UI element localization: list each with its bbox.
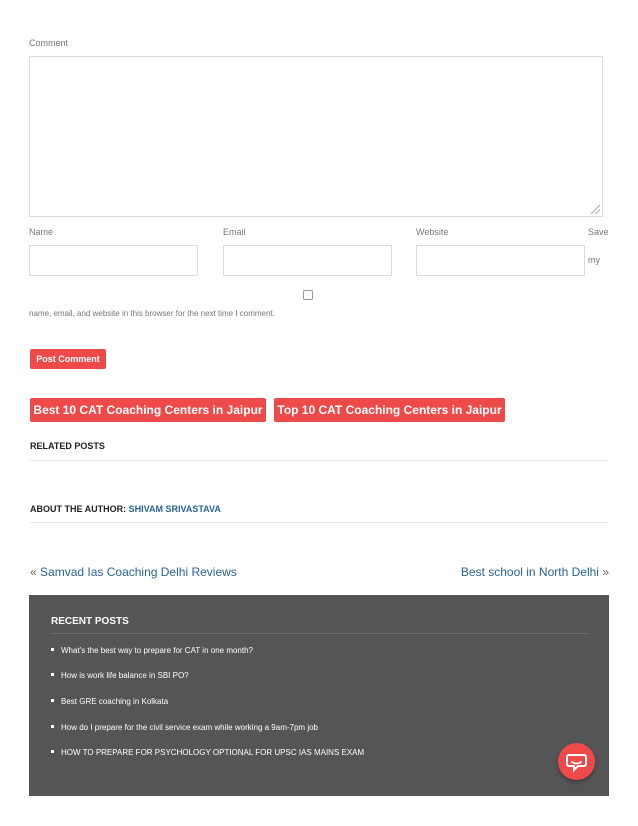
recent-post-item[interactable] (51, 723, 318, 732)
website-input[interactable] (416, 245, 585, 276)
recent-post-link[interactable]: Best GRE coaching in Kolkata (61, 697, 169, 706)
website-label: Website (416, 227, 449, 237)
recent-post-link[interactable]: How do I prepare for the civil service exam while working a 9am-7pm job (61, 723, 318, 732)
comment-textarea[interactable] (29, 56, 603, 217)
recent-post-item[interactable] (51, 697, 168, 706)
bullet-icon (51, 750, 54, 753)
email-input[interactable] (223, 245, 392, 276)
save-label-continued: my (588, 255, 600, 265)
author-name-link[interactable]: SHIVAM SRIVASTAVA (128, 504, 221, 514)
chat-button[interactable] (558, 743, 595, 780)
recent-posts-title: RECENT POSTS (51, 616, 129, 627)
recent-posts-panel (29, 595, 609, 796)
next-post[interactable] (461, 565, 609, 579)
divider (51, 633, 588, 634)
next-post-link[interactable]: Best school in North Delhi (460, 565, 599, 579)
prev-post[interactable] (30, 565, 237, 579)
email-label: Email (223, 227, 246, 237)
recent-post-link[interactable]: HOW TO PREPARE FOR PSYCHOLOGY OPTIONAL FOR UPSC IAS MAINS EXAM (61, 748, 365, 757)
about-author (30, 504, 221, 514)
about-author-prefix: ABOUT THE AUTHOR: (30, 504, 129, 514)
name-input[interactable] (29, 245, 198, 276)
bullet-icon (51, 673, 54, 676)
save-info-checkbox[interactable] (303, 290, 313, 300)
recent-post-item[interactable] (51, 748, 364, 757)
prev-post-link[interactable]: Samvad Ias Coaching Delhi Reviews (40, 565, 237, 579)
bullet-icon (51, 725, 54, 728)
recent-post-link[interactable]: How is work life balance in SBI PO? (61, 671, 189, 680)
save-label: Save (588, 227, 609, 237)
name-label: Name (29, 227, 54, 237)
tag-button-1[interactable]: Best 10 CAT Coaching Centers in Jaipur (30, 398, 266, 422)
post-comment-button[interactable]: Post Comment (30, 349, 106, 369)
recent-post-link[interactable]: What's the best way to prepare for CAT in one month? (61, 646, 253, 655)
recent-post-item[interactable] (51, 671, 189, 680)
bullet-icon (51, 699, 54, 702)
recent-post-item[interactable] (51, 646, 253, 655)
divider (30, 460, 608, 461)
resize-grip-icon[interactable] (591, 205, 600, 214)
consent-text: name, email, and website in this browser for the next time I comment. (29, 309, 275, 318)
divider (30, 522, 608, 523)
next-arrow-icon: » (602, 565, 609, 579)
comment-label: Comment (29, 38, 69, 48)
prev-arrow-icon: « (30, 565, 37, 579)
bullet-icon (51, 648, 54, 651)
related-posts-title: RELATED POSTS (30, 441, 105, 451)
tag-button-2[interactable]: Top 10 CAT Coaching Centers in Jaipur (274, 398, 505, 422)
chat-bubble-icon (558, 743, 595, 780)
